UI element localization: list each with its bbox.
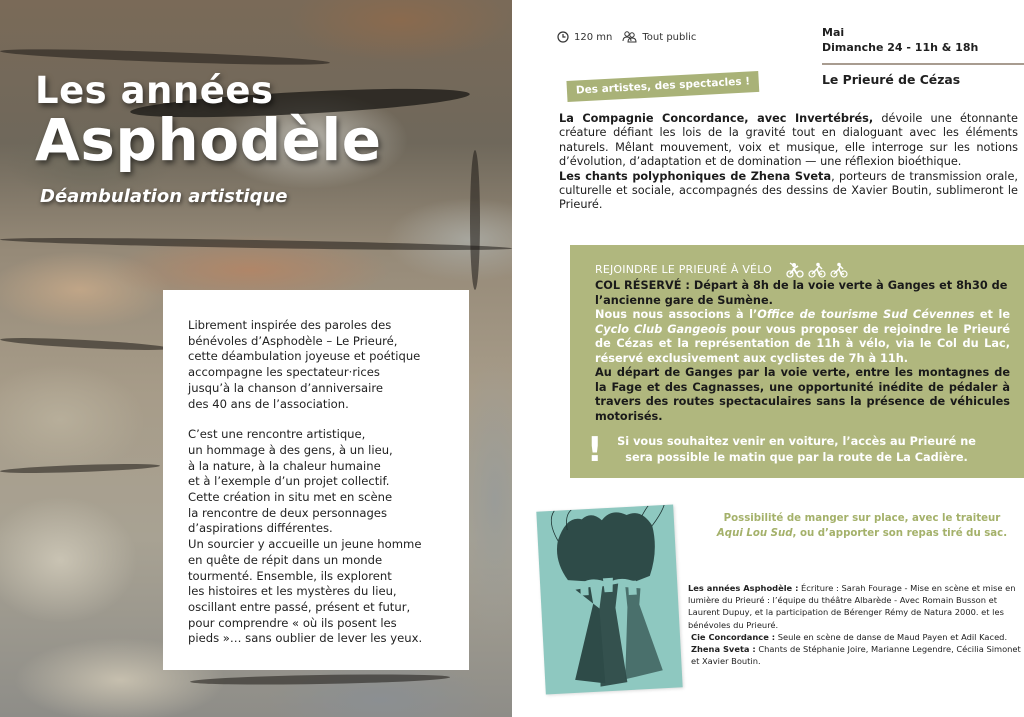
credit-label: Cie Concordance : (691, 631, 776, 642)
description-box (163, 290, 469, 670)
caterer-name: Aqui Lou Sud (716, 528, 793, 539)
stone-crack (470, 150, 480, 290)
description-paragraph: Librement inspirée des paroles des bénévoles d’Asphodèle – Le Prieuré, cette déambulation joyeuse et poétique accompagne les spectateur·rices jusqu’à la chanson d’anniversaire des 40 ans de l’association. (188, 318, 421, 411)
three-women-drawing (536, 505, 682, 695)
credit-item (688, 582, 1022, 631)
car-warning-text: Si vous souhaitez venir en voiture, l’accès au Prieuré ne sera possible le matin que par la route de La Cadière. (617, 435, 976, 464)
event-month: Mai (822, 26, 845, 39)
subtitle: Déambulation artistique (40, 186, 288, 207)
description-paragraph: C’est une rencontre artistique, un hommage à des gens, à un lieu, à la nature, à la chaleur humaine et à l’exemple d’un projet collectif. Cette création in situ met en scène la rencontre de deux personnages d’aspirations différentes. Un sourcier y accueille un jeune homme en quête de répit dans un monde tourmenté. Ensemble, ils explorent les histoires et les mystères du lieu, oscillant entre passé, présent et futur, pour comprendre « où ils posent les pieds »… sans oublier de lever les yeux. (188, 427, 423, 646)
partnership-text: Nous nous associons à l’Office de tourisme Sud Cévennes et le Cyclo Club Gangeois pour vous proposer de rejoindre le Prieuré de Cézas et la représentation de 11h à vélo, via le Col du Lac, réservé exclusivement aux cyclistes de 7h à 11h. (595, 308, 1011, 365)
intro-text (559, 112, 1018, 213)
credit-text: Chants de Stéphanie Joire, Marianne Legendre, Cécilia Simonet et Xavier Boutin. (691, 644, 1021, 667)
poster-illustration (536, 505, 682, 695)
reserved-pass-info: COL RÉSERVÉ : Départ à 8h de la voie verte à Ganges et 8h30 de l’ancienne gare de Sumène. (595, 279, 1008, 307)
cyclist-icon (830, 262, 848, 278)
cycling-club: Cyclo Club Gangeois (595, 322, 727, 336)
credit-item (688, 631, 1022, 643)
bike-heading-text: REJOINDRE LE PRIEURÉ À VÉLO (595, 262, 773, 276)
stone-crack (0, 46, 330, 68)
food-info (700, 511, 1024, 541)
venue: Le Prieuré de Cézas (822, 72, 961, 87)
title-block (35, 69, 382, 174)
bike-icons (786, 262, 848, 278)
warning-icon: ! (587, 429, 603, 470)
food-line-2: , ou d’apporter son repas tiré du sac. (792, 528, 1008, 539)
credit-label: Zhena Sveta : (691, 644, 756, 655)
audience: Tout public (642, 31, 697, 43)
child-bike-icon (786, 262, 804, 278)
schedule-block (822, 26, 1024, 87)
food-line-1: Possibilité de manger sur place, avec le traiteur (723, 513, 1001, 524)
choir-name: Les chants polyphoniques de Zhena Sveta (559, 169, 832, 183)
title-line-1: Les années (35, 69, 274, 112)
credits (688, 582, 1022, 667)
title-line-2: Asphodèle (35, 106, 382, 174)
stone-crack (0, 236, 512, 253)
event-meta (557, 31, 696, 43)
cyclist-icon (808, 262, 826, 278)
bike-heading (595, 262, 1010, 278)
stone-crack (0, 336, 170, 353)
company-description: dévoile une étonnante créature défiant les lois de la gravité tout en dialoguant avec les éléments naturels. Mêlant mouvement, voix et musique, elle interroge sur les notions d’évolution, d’adaptation et de domination — une réflexion bioéthique. (559, 112, 1019, 169)
divider (822, 63, 1024, 65)
people-icon (622, 31, 637, 43)
credit-label: Les années Asphodèle : (688, 583, 799, 593)
bike-info-box (570, 245, 1024, 478)
section-tag: Des artistes, des spectacles ! (566, 71, 759, 102)
stone-crack (190, 673, 450, 687)
credit-text: Écriture : Sarah Fourage - Mise en scène et mise en lumière du Prieuré : l’équipe du théâtre Albarède - Avec Romain Busson et Laurent Dupuy, et la participation de Bérenger Rémy de Natura 2000. et les bénévoles du Prieuré. (688, 583, 1016, 630)
stone-crack (0, 462, 160, 475)
car-warning (587, 429, 1010, 470)
credit-text: Seule en scène de danse de Maud Payen et Adil Kaced. (775, 631, 1008, 642)
event-date-time: Dimanche 24 - 11h & 18h (822, 41, 979, 54)
company-name: La Compagnie Concordance, avec Invertébrés, (559, 112, 874, 125)
credit-item (688, 643, 1022, 667)
choir-description: , porteurs de transmission orale, culturelle et sociale, accompagnés des dessins de Xavier Boutin, sublimeront le Prieuré. (559, 169, 1018, 212)
clock-icon (557, 31, 569, 43)
tourism-office: Office de tourisme Sud Cévennes (757, 308, 975, 321)
duration: 120 mn (574, 31, 613, 43)
route-description: Au départ de Ganges par la voie verte, entre les montagnes de la Fage et des Cagnasses, une opportunité inédite de pédaler à travers des routes spectaculaires sans la présence de véhicules motorisés. (595, 366, 1010, 423)
